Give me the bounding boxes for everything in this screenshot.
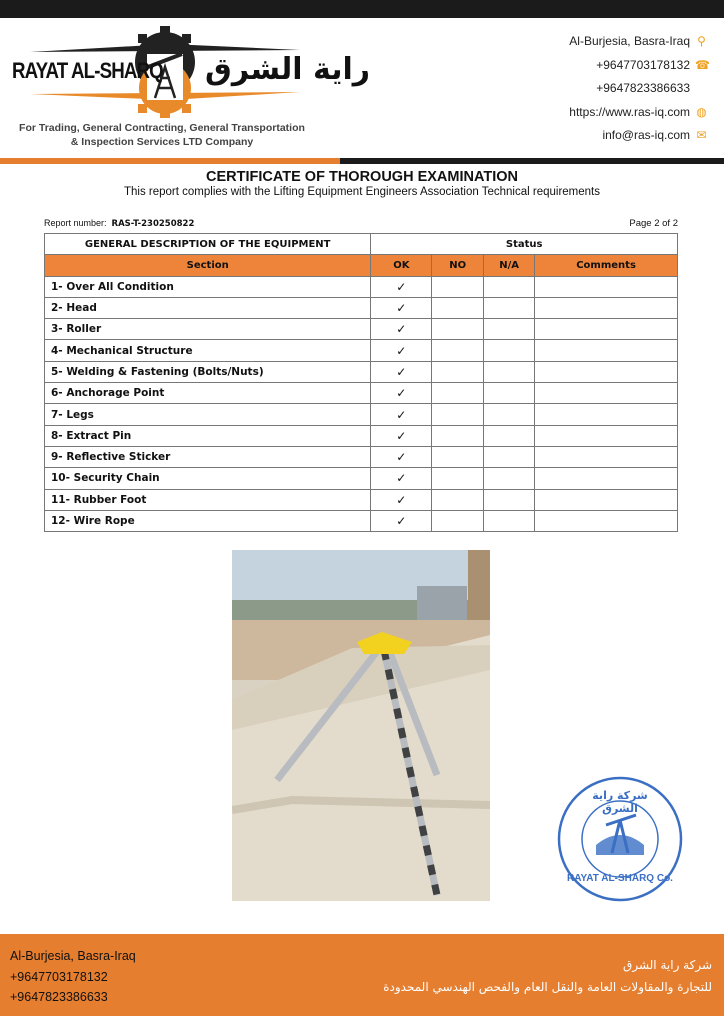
tripod-photo-image: [232, 550, 490, 901]
footer-company-name-ar: شركة راية الشرق: [623, 958, 712, 972]
company-tagline: [4, 121, 320, 149]
inspection-table: [44, 233, 678, 532]
report-number-value: RAS-T-230250822: [111, 219, 195, 229]
tagline-line: For Trading, General Contracting, General Transportation: [19, 122, 305, 134]
footer: [0, 934, 724, 1016]
table-row: [45, 319, 678, 340]
contact-text: +9647823386633: [596, 81, 690, 95]
comments-cell: [535, 425, 678, 446]
comments-cell: [535, 340, 678, 361]
table-row: [45, 446, 678, 467]
brand-name-ar: راية الشرق: [205, 52, 371, 87]
table-row: [45, 468, 678, 489]
section-cell: 1- Over All Condition: [45, 276, 371, 297]
footer-contacts: [10, 946, 136, 1008]
section-cell: 2- Head: [45, 297, 371, 318]
ok-cell: ✓: [371, 489, 432, 510]
footer-phone-2: +9647823386633: [10, 990, 108, 1004]
no-cell: [432, 404, 484, 425]
no-cell: [432, 276, 484, 297]
divider-orange: [0, 158, 340, 164]
column-header-section: Section: [45, 255, 371, 276]
tagline-line: & Inspection Services LTD Company: [70, 136, 254, 148]
no-cell: [432, 468, 484, 489]
footer-company-desc-ar: للتجارة والمقاولات العامة والنقل العام والفحص الهندسي المحدودة: [383, 980, 712, 994]
comments-cell: [535, 510, 678, 531]
comments-cell: [535, 319, 678, 340]
group-header-description: GENERAL DESCRIPTION OF THE EQUIPMENT: [45, 234, 371, 255]
section-cell: 8- Extract Pin: [45, 425, 371, 446]
ok-cell: ✓: [371, 361, 432, 382]
comments-cell: [535, 446, 678, 467]
column-header-comments: Comments: [535, 255, 678, 276]
comments-cell: [535, 276, 678, 297]
no-cell: [432, 510, 484, 531]
page-number: Page 2 of 2: [629, 218, 678, 229]
no-cell: [432, 297, 484, 318]
contact-website[interactable]: [569, 101, 708, 125]
table-row: [45, 425, 678, 446]
column-header-ok: OK: [371, 255, 432, 276]
no-cell: [432, 383, 484, 404]
na-cell: [484, 510, 535, 531]
report-number: [44, 218, 194, 229]
comments-cell: [535, 297, 678, 318]
comments-cell: [535, 361, 678, 382]
comments-cell: [535, 404, 678, 425]
na-cell: [484, 276, 535, 297]
na-cell: [484, 361, 535, 382]
globe-icon: ◍: [696, 104, 707, 119]
top-bar: [0, 0, 724, 18]
ok-cell: ✓: [371, 319, 432, 340]
na-cell: [484, 340, 535, 361]
contact-text: +9647703178132: [596, 57, 690, 72]
table-row: [45, 510, 678, 531]
na-cell: [484, 425, 535, 446]
section-cell: 4- Mechanical Structure: [45, 340, 371, 361]
section-cell: 5- Welding & Fastening (Bolts/Nuts): [45, 361, 371, 382]
ok-cell: ✓: [371, 297, 432, 318]
column-header-no: NO: [432, 255, 484, 276]
no-cell: [432, 361, 484, 382]
section-cell: 11- Rubber Foot: [45, 489, 371, 510]
no-cell: [432, 446, 484, 467]
no-cell: [432, 425, 484, 446]
stamp-text-ar: شركة راية الشرق: [592, 789, 648, 815]
no-cell: [432, 489, 484, 510]
comments-cell: [535, 383, 678, 404]
report-number-label: Report number:: [44, 218, 107, 228]
website-link[interactable]: https://www.ras-iq.com: [569, 104, 690, 119]
section-cell: 12- Wire Rope: [45, 510, 371, 531]
table-row: [45, 340, 678, 361]
contact-address: [569, 30, 708, 54]
contact-text: Al-Burjesia, Basra-Iraq: [569, 34, 690, 48]
ok-cell: ✓: [371, 276, 432, 297]
na-cell: [484, 297, 535, 318]
contact-email[interactable]: [569, 124, 708, 148]
no-cell: [432, 319, 484, 340]
na-cell: [484, 319, 535, 340]
location-pin-icon: ⚲: [697, 34, 706, 49]
header-contacts: [569, 30, 708, 148]
spacer: [695, 82, 708, 95]
ok-cell: ✓: [371, 340, 432, 361]
stamp-text-en: RAYAT AL-SHARQ Co.: [567, 873, 673, 884]
brand-name-en: RAYAT AL-SHARQ: [12, 58, 163, 83]
email-icon: ✉: [696, 128, 707, 143]
phone-icon: ☎: [695, 57, 710, 72]
table-row: [45, 383, 678, 404]
ok-cell: ✓: [371, 510, 432, 531]
section-cell: 6- Anchorage Point: [45, 383, 371, 404]
table-row: [45, 297, 678, 318]
footer-phone: +9647703178132: [10, 969, 108, 984]
na-cell: [484, 446, 535, 467]
na-cell: [484, 468, 535, 489]
equipment-photo: [232, 550, 490, 901]
comments-cell: [535, 489, 678, 510]
footer-address: Al-Burjesia, Basra-Iraq: [10, 949, 136, 963]
na-cell: [484, 489, 535, 510]
contact-phone-2: [569, 77, 708, 101]
section-cell: 7- Legs: [45, 404, 371, 425]
table-row: [45, 489, 678, 510]
table-row: [45, 404, 678, 425]
column-header-na: N/A: [484, 255, 535, 276]
section-cell: 10- Security Chain: [45, 468, 371, 489]
ok-cell: ✓: [371, 404, 432, 425]
section-cell: 9- Reflective Sticker: [45, 446, 371, 467]
ok-cell: ✓: [371, 468, 432, 489]
footer-company-ar: [383, 954, 712, 998]
divider-dark: [340, 158, 724, 164]
email-link[interactable]: info@ras-iq.com: [602, 128, 690, 142]
ok-cell: ✓: [371, 383, 432, 404]
company-stamp: [556, 775, 684, 903]
no-cell: [432, 340, 484, 361]
section-cell: 3- Roller: [45, 319, 371, 340]
certificate-subtitle: This report complies with the Lifting Equipment Engineers Association Technical requirements: [123, 186, 600, 198]
table-row: [45, 361, 678, 382]
contact-phone: [569, 54, 708, 78]
na-cell: [484, 383, 535, 404]
table-row: [45, 276, 678, 297]
comments-cell: [535, 468, 678, 489]
ok-cell: ✓: [371, 446, 432, 467]
group-header-status: Status: [371, 234, 678, 255]
certificate-title: CERTIFICATE OF THOROUGH EXAMINATION: [205, 169, 518, 185]
ok-cell: ✓: [371, 425, 432, 446]
na-cell: [484, 404, 535, 425]
